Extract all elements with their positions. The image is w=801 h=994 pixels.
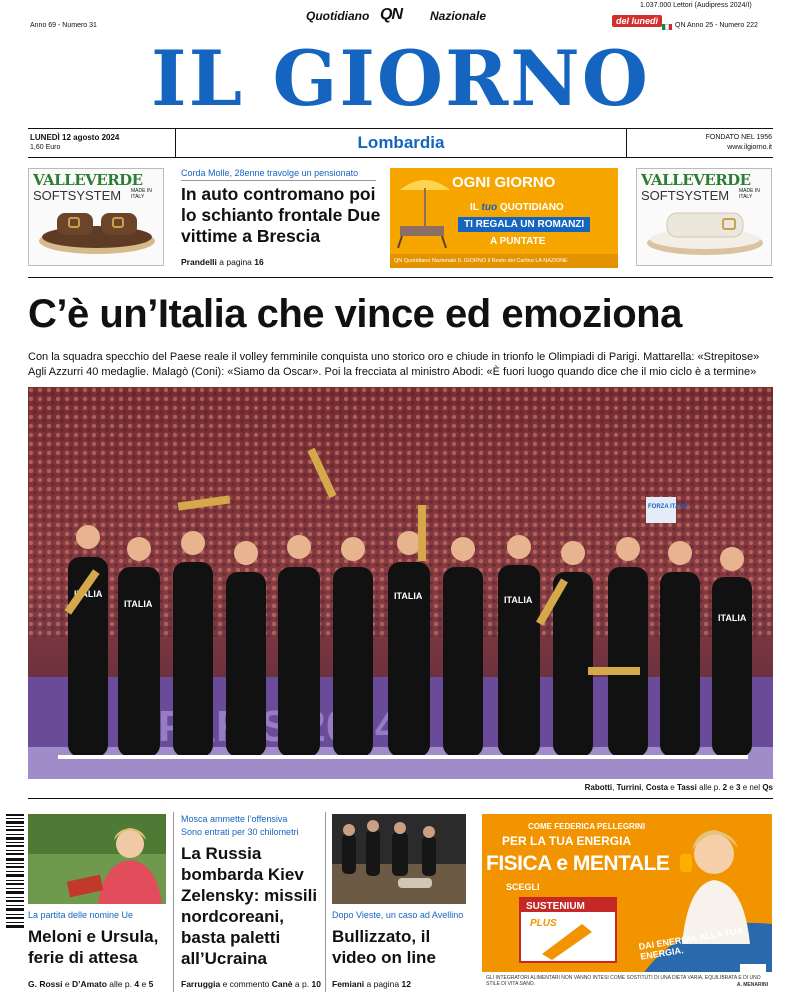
italian-flag-icon [662, 24, 672, 30]
author: D’Amato [71, 979, 107, 989]
caption-name: Rabotti [584, 783, 613, 792]
caption-name: Turrini [616, 783, 642, 792]
promo-line2: TI REGALA UN ROMANZI [458, 217, 590, 232]
qn-quotidiano: Quotidiano [306, 9, 370, 23]
sign-text: FORZA ITALIA [648, 504, 689, 510]
jersey-label: ITALIA [124, 599, 153, 609]
website-link[interactable]: www.ilgiorno.it [727, 144, 772, 151]
jersey-label: ITALIA [74, 589, 103, 599]
sign-forza-italia [646, 497, 676, 523]
story-title[interactable]: Bullizzato, il video on line [332, 927, 436, 967]
column-divider [325, 812, 326, 992]
author: G. Rossi [28, 979, 63, 989]
issue-number-right: QN Anno 25 - Numero 222 [675, 22, 758, 29]
story-kicker: Mosca ammette l’offensiva [181, 814, 288, 824]
ad-made: MADE IN ITALY [131, 188, 152, 200]
story-kicker: Corda Molle, 28enne travolge un pensionato [181, 168, 376, 181]
ad-sub: SOFTSYSTEM [641, 188, 730, 203]
qn-nazionale: Nazionale [430, 9, 487, 23]
author: Prandelli [181, 257, 217, 267]
caption-name: Tassi [676, 783, 697, 792]
main-subhead: Con la squadra specchio del Paese reale il volley femminile conquista uno storico oro e chiude in trionfo le Olimpiadi di Parigi. Mattarella: «Strepitose» Agli Azzurri 40 medaglie. Malagò (Coni): «Siamo da Oscar». Poi la frecciata al ministro Abodi: «È fuori luogo quando dice che il mio ciclo è a termine» [28, 351, 760, 378]
main-photo-volley-team[interactable] [28, 387, 773, 779]
byline-text: a pagina [366, 979, 400, 989]
caption-text: e nel [742, 783, 761, 792]
barcode-image [4, 810, 26, 934]
jersey-label: ITALIA [504, 595, 533, 605]
story-byline [181, 979, 321, 989]
story-kicker: La partita delle nomine Ue [28, 910, 134, 920]
photo-von-der-leyen[interactable] [28, 814, 166, 904]
jersey-label: ITALIA [394, 591, 423, 601]
ad-line2: PER LA TUA ENERGIA [502, 834, 632, 848]
disclaimer-text: GLI INTEGRATORI ALIMENTARI NON VANNO INTESI COME SOSTITUTI DI UNA DIETA VARIA, EQUILIBRATA E DI UNO STILE DI VITA SANO. [486, 975, 761, 987]
caption-text: e [670, 783, 675, 792]
ad-valleverde-left[interactable] [28, 168, 164, 266]
photo-bg-text: PARIS [158, 702, 290, 751]
promo-line1 [470, 202, 564, 213]
divider [28, 798, 773, 799]
issue-number-left: Anno 69 - Numero 31 [30, 22, 97, 29]
promo-bar: QN Quotidiano Nazionale IL GIORNO il Resto del Carlino LA NAZIONE [390, 254, 618, 268]
story-title[interactable]: Meloni e Ursula, ferie di attesa [28, 927, 159, 967]
promo-title: OGNI GIORNO [452, 174, 556, 191]
ad-slogan: DAI ENERGIA ALLA TUA ENERGIA. [638, 925, 744, 962]
qn-logo: QN [380, 6, 402, 23]
main-headline[interactable]: C’è un’Italia che vince ed emoziona [28, 292, 682, 336]
byline-text: a p. [294, 979, 310, 989]
edition-region[interactable]: Lombardia [175, 129, 627, 157]
story-byline [181, 257, 264, 267]
caption-page[interactable]: 3 [736, 783, 741, 792]
promo-line1-b: tuo [481, 202, 498, 213]
beach-chair-icon [390, 168, 460, 254]
caption-qs[interactable]: Qs [762, 783, 773, 792]
story-kicker: Sono entrati per 30 chilometri [181, 827, 299, 837]
ad-line4: SCEGLI [506, 882, 540, 892]
byline-text: e [141, 979, 147, 989]
caption-text: e [729, 783, 734, 792]
divider [28, 277, 773, 278]
issue-date: LUNEDÌ 12 agosto 2024 [30, 133, 120, 142]
product-name: SUSTENIUM [526, 901, 585, 912]
photo-bullying-video[interactable] [332, 814, 466, 904]
story-kicker: Dopo Vieste, un caso ad Avellino [332, 910, 464, 920]
ad-valleverde-right[interactable] [636, 168, 772, 266]
promo-ogni-giorno[interactable] [390, 168, 618, 268]
story-byline [28, 979, 153, 989]
page-ref[interactable]: 4 [134, 979, 140, 989]
sandal-white-image [637, 169, 772, 266]
promo-line3: A PUNTATE [490, 236, 546, 247]
product-sub: PLUS [530, 918, 557, 929]
ad-line3: FISICA e MENTALE [486, 852, 670, 875]
menarini-logo: A. MENARINI [736, 982, 768, 988]
byline-text: e [64, 979, 70, 989]
page-ref[interactable]: 5 [148, 979, 154, 989]
page-ref[interactable]: 10 [311, 979, 321, 989]
dellunedi-badge: del lunedì [612, 15, 662, 27]
ad-disclaimer [482, 972, 772, 992]
promo-line1-c: QUOTIDIANO [499, 202, 564, 213]
page-ref[interactable]: 12 [401, 979, 411, 989]
column-divider [173, 812, 174, 992]
byline-text: alle p. [109, 979, 132, 989]
caption-page[interactable]: 2 [722, 783, 728, 792]
page-ref-text: a pagina [219, 257, 252, 267]
story-byline [332, 979, 411, 989]
caption-name: Costa [645, 783, 669, 792]
ad-sustenium[interactable] [482, 814, 772, 992]
author: Canè [271, 979, 293, 989]
jersey-label: ITALIA [718, 613, 747, 623]
ad-line1: COME FEDERICA PELLEGRINI [528, 822, 646, 831]
founded-year: FONDATO NEL 1956 [705, 134, 772, 141]
caption-text: alle p. [699, 783, 721, 792]
readers-count: 1.037.000 Lettori (Audipress 2024/I) [640, 2, 752, 9]
issue-price: 1,60 Euro [30, 144, 61, 151]
page-ref[interactable]: 16 [254, 257, 264, 267]
newspaper-title[interactable]: IL GIORNO [151, 34, 650, 123]
ad-made: MADE IN ITALY [739, 188, 760, 200]
story-title[interactable]: In auto contromano poi lo schianto frontale Due vittime a Brescia [181, 184, 381, 246]
sandal-brown-image [29, 169, 164, 266]
author: Farruggia [181, 979, 221, 989]
ad-sub: SOFTSYSTEM [33, 188, 122, 203]
photo-caption: Rabotti, Turrini, Costa e Tassi alle p. 2 e 3 e nel Qs [584, 783, 773, 792]
story-title[interactable]: La Russia bombarda Kiev Zelensky: missili nordcoreani, basta paletti all’Ucraina [181, 844, 318, 968]
byline-text: e commento [222, 979, 270, 989]
ad-brand: VALLEVERDE [33, 171, 143, 189]
author: Femiani [332, 979, 365, 989]
ad-brand: VALLEVERDE [641, 171, 751, 189]
promo-line1-a: IL [470, 202, 479, 213]
